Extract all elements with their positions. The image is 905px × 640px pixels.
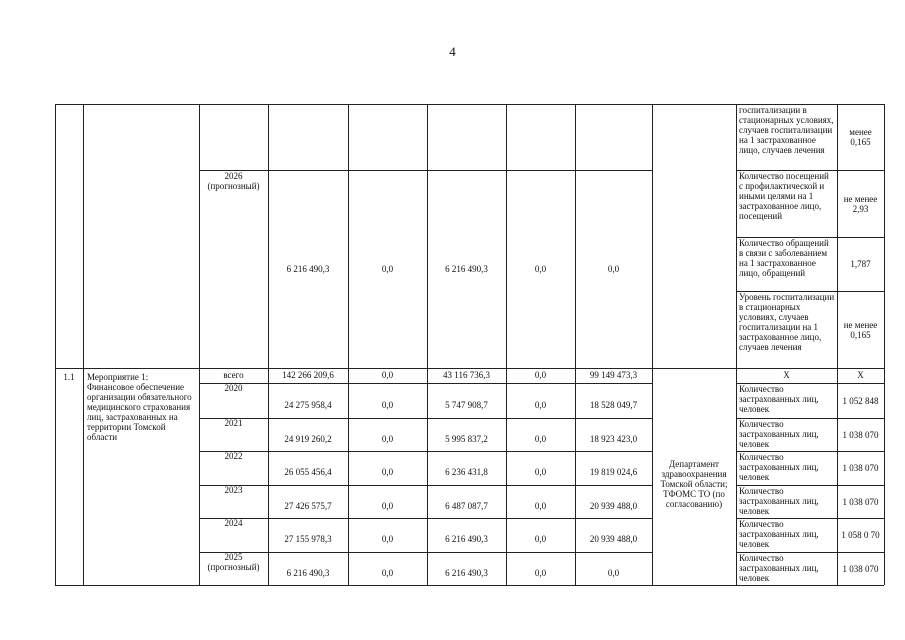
year-label: 2023 [224, 485, 243, 495]
value-cell: 0,0 [381, 433, 394, 444]
value-cell: 0,0 [381, 370, 394, 380]
value-cell: 0,0 [381, 500, 394, 511]
indicator-value: менее 0,165 [849, 127, 874, 147]
year-label: 2026 (прогнозный) [207, 171, 260, 191]
grid-hline [55, 368, 884, 369]
value-cell: 24 919 260,2 [284, 433, 332, 444]
value-cell: 142 266 209,6 [282, 370, 334, 380]
value-cell: 6 216 490,3 [286, 567, 330, 578]
grid-vline [736, 104, 737, 585]
grid-hline [199, 418, 652, 419]
indicator-text: Количество застрахованных лиц, человек [739, 519, 821, 549]
value-cell: 0,0 [534, 534, 547, 544]
indicator-value: 1 038 070 [842, 429, 879, 440]
grid-hline [199, 518, 652, 519]
value-cell: 0,0 [534, 567, 547, 578]
value-cell: 27 426 575,7 [284, 500, 332, 511]
year-label: 2025 (прогнозный) [207, 552, 260, 572]
value-cell: 0,0 [534, 467, 547, 477]
value-cell: 24 275 958,4 [284, 399, 332, 410]
indicator-value: 1 038 070 [842, 496, 879, 507]
year-label: 2022 [224, 451, 243, 461]
value-cell: 6 236 431,8 [445, 467, 488, 477]
value-cell: 6 487 087,7 [445, 500, 488, 511]
value-cell: 20 939 488,0 [589, 500, 638, 511]
indicator-text: Количество посещений с профилактической и иными целями на 1 застрахованное лицо, посещений [739, 171, 832, 221]
value-cell: 6 216 490,3 [445, 567, 488, 578]
value-cell: 27 155 978,3 [284, 534, 332, 544]
indicator-text: Количество застрахованных лиц, человек [739, 452, 821, 482]
indicator-value: 1 038 070 [842, 463, 879, 473]
indicator-text: Количество застрахованных лиц, человек [739, 486, 821, 516]
year-label: 2024 [224, 518, 243, 528]
year-label: 2021 [224, 418, 243, 428]
indicator-text: X [783, 370, 790, 380]
grid-vline [652, 104, 653, 585]
value-cell: 5 995 837,2 [445, 433, 488, 444]
measure-name: Мероприятие 1: Финансовое обеспечение организации обязательного медицинского страхования лиц, застрахованных на территории Томской области [87, 372, 194, 442]
grid-vline [884, 104, 885, 585]
indicator-value: не менее 0,165 [843, 319, 880, 340]
indicator-text: Количество застрахованных лиц, человек [739, 384, 821, 414]
value-cell: 0,0 [534, 500, 547, 511]
value-cell: 0,0 [534, 399, 547, 410]
value-cell: 0,0 [381, 467, 394, 477]
value-cell: 0,0 [534, 370, 547, 380]
value-cell: 0,0 [381, 264, 394, 274]
value-cell: 6 216 490,3 [445, 534, 488, 544]
indicator-text: Уровень госпитализации в стационарных условиях, случаев госпитализации на 1 застрахованное лицо, случаев лечения [739, 292, 837, 352]
value-cell: 0,0 [381, 534, 394, 544]
grid-hline [199, 485, 652, 486]
value-cell: 0,0 [534, 433, 547, 444]
grid-hline [199, 451, 652, 452]
indicator-text: Количество обращений в связи с заболеванием на 1 застрахованное лицо, обращений [739, 238, 832, 278]
value-cell: 0,0 [607, 264, 620, 274]
grid-vline [837, 104, 838, 585]
value-cell: 26 055 456,4 [284, 467, 332, 477]
value-cell: 20 939 488,0 [589, 534, 638, 544]
indicator-value: 1 058 0 70 [841, 530, 880, 540]
grid-vline [83, 104, 84, 585]
value-cell: 18 923 423,0 [589, 433, 638, 444]
value-cell: 6 216 490,3 [445, 264, 488, 274]
value-cell: 0,0 [381, 567, 394, 578]
year-label: 2020 [224, 383, 243, 393]
indicator-value: X [857, 370, 864, 380]
grid-vline [55, 104, 56, 585]
indicator-value: 1 052 848 [842, 395, 879, 406]
value-cell: 0,0 [381, 399, 394, 410]
value-cell: 0,0 [534, 264, 547, 274]
value-cell: 5 747 908,7 [445, 399, 488, 410]
total-label: всего [223, 370, 244, 380]
indicator-text: Количество застрахованных лиц, человек [739, 553, 821, 583]
value-cell: 99 149 473,3 [589, 370, 638, 380]
value-cell: 43 116 736,3 [443, 370, 490, 380]
value-cell: 6 216 490,3 [286, 264, 330, 274]
grid-hline [199, 552, 652, 553]
grid-vline [199, 104, 200, 585]
grid-hline [199, 383, 652, 384]
value-cell: 0,0 [607, 567, 620, 578]
indicator-text: Количество застрахованных лиц, человек [739, 419, 821, 449]
grid-hline [55, 585, 884, 586]
value-cell: 18 528 049,7 [589, 399, 638, 410]
value-cell: 19 819 024,6 [589, 467, 638, 477]
indicator-value: 1 038 070 [842, 563, 879, 574]
indicator-value: 1,787 [850, 259, 871, 269]
page-number: 4 [449, 44, 456, 59]
indicator-text: госпитализации в стационарных условиях, случаев госпитализации на 1 застрахованное лицо, случаев лечения [739, 105, 836, 155]
executor: Департамент здравоохранения Томской области; ТФОМС ТО (по согласованию) [660, 459, 730, 509]
measure-number: 1.1 [63, 372, 75, 382]
indicator-value: не менее 2,93 [843, 193, 880, 214]
